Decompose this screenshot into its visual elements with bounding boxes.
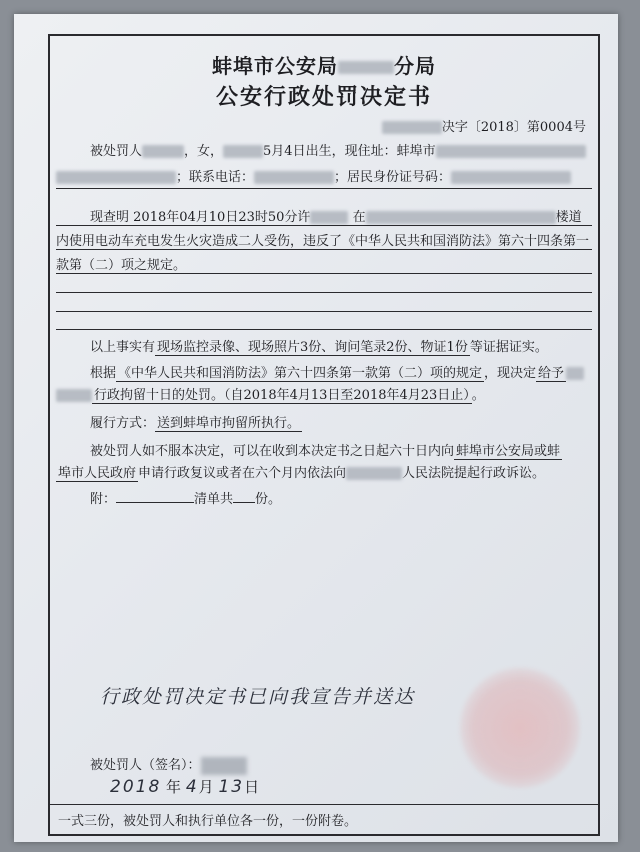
redacted-block: [223, 145, 263, 158]
document-number: [382, 116, 586, 135]
redacted-block: [366, 211, 556, 224]
redacted-block: [254, 171, 334, 184]
redacted-signature: [201, 757, 247, 775]
redacted-block: [451, 171, 571, 184]
attachment-end: 份。: [255, 492, 282, 507]
ruled-line: [56, 311, 592, 312]
facts-label: 现查明: [90, 210, 130, 225]
label-id-number: ；居民身份证号码：: [334, 170, 452, 185]
redacted-block: [56, 171, 176, 184]
redacted-block: [142, 145, 184, 158]
attachment-count-label: 清单共: [194, 492, 234, 507]
document-frame: [48, 34, 600, 836]
divider: [56, 188, 592, 189]
appeal-authority-2: 埠市人民政府: [58, 466, 137, 481]
footer-divider: [50, 804, 598, 805]
document-page: [14, 14, 618, 842]
attachment-count-blank: [233, 502, 255, 503]
issuer-branch: 分局: [394, 54, 436, 78]
penalty-detail: 行政拘留十日的处罚。（自2018年4月13日至2018年4月23日止）: [94, 388, 470, 403]
redacted-block: [310, 211, 348, 224]
appeal-line-1: [56, 440, 592, 459]
penalty-end: 。: [471, 388, 485, 403]
year-suffix: 年: [166, 778, 182, 796]
label-phone: ；联系电话：: [176, 170, 255, 185]
redacted-block: [56, 389, 92, 402]
legal-basis: 《中华人民共和国消防法》第六十四条第一款第（二）项的规定: [118, 366, 483, 381]
ruled-line: [56, 249, 592, 250]
execution-label: 履行方式：: [90, 416, 156, 431]
person-line-1: [56, 140, 592, 159]
facts-line-1: [56, 206, 592, 225]
incident-time: 2018年04月10日23时50分许: [133, 210, 311, 225]
redacted-block: [436, 145, 586, 158]
attachment-blank: [116, 502, 194, 503]
appeal-authority: 蚌埠市公安局或蚌: [456, 444, 561, 459]
ruled-line: [56, 292, 592, 293]
date-year: 2018: [110, 777, 162, 797]
evidence-line: [56, 336, 592, 355]
issuer-title: [50, 50, 598, 79]
facts-line-2: 内使用电动车充电发生火灾造成二人受伤，违反了《中华人民共和国消防法》第六十四条第一: [56, 234, 590, 249]
appeal-text-2: 申请行政复议或者在六个月内依法向: [138, 466, 347, 481]
evidence-label: 以上事实有: [90, 340, 156, 355]
attachment-label: 附：: [90, 492, 117, 507]
facts-line-3: 款第（二）项之规定。: [56, 258, 187, 273]
signature-label: 被处罚人（签名）：: [90, 758, 201, 773]
day-suffix: 日: [244, 778, 260, 796]
redacted-block: [338, 61, 394, 74]
attachment-line: [56, 488, 592, 507]
footer-note: 一式三份，被处罚人和执行单位各一份，一份附卷。: [58, 814, 358, 829]
basis-line-2: [56, 384, 592, 403]
document-title: 公安行政处罚决定书: [215, 84, 432, 110]
document-number-text: 决字〔2018〕第0004号: [441, 120, 586, 135]
decision-give: 给予: [538, 366, 565, 381]
handwritten-acknowledgement: 行政处罚决定书已向我宣告并送达: [100, 686, 416, 708]
issuer-city: 蚌埠市公安局: [212, 54, 338, 78]
label-penalized-person: 被处罚人: [90, 144, 143, 159]
appeal-text: 被处罚人如不服本决定，可以在收到本决定书之日起六十日内向: [90, 444, 455, 459]
month-suffix: 月: [198, 778, 214, 796]
ruled-line: [56, 329, 592, 330]
birth-address-text: 5月4日出生，现住址：蚌埠市: [263, 144, 436, 159]
facts-location-end: 楼道: [555, 210, 582, 225]
evidence-list: 现场监控录像、现场照片3份、询问笔录2份、物证1份: [157, 340, 468, 355]
person-line-2: [56, 166, 592, 185]
evidence-end: 等证据证实。: [469, 340, 548, 355]
appeal-line-2: [56, 462, 592, 481]
appeal-court: 人民法院提起行政诉讼。: [402, 466, 546, 481]
date-day: 13: [218, 777, 245, 797]
execution-method: 送到蚌埠市拘留所执行。: [157, 416, 301, 431]
redacted-block: [346, 467, 402, 480]
basis-label: 根据: [90, 366, 117, 381]
redacted-block: [566, 367, 584, 380]
facts-at: 在: [352, 210, 366, 225]
date-line: [110, 776, 592, 797]
signature-line: [90, 754, 592, 775]
date-month: 4: [185, 777, 199, 797]
ruled-line: [56, 225, 592, 226]
redacted-block: [382, 121, 442, 134]
basis-line-1: [56, 362, 592, 381]
ruled-line: [56, 273, 592, 274]
execution-line: [56, 412, 592, 431]
gender-text: ，女，: [184, 144, 224, 159]
decision-label: ，现决定: [484, 366, 537, 381]
